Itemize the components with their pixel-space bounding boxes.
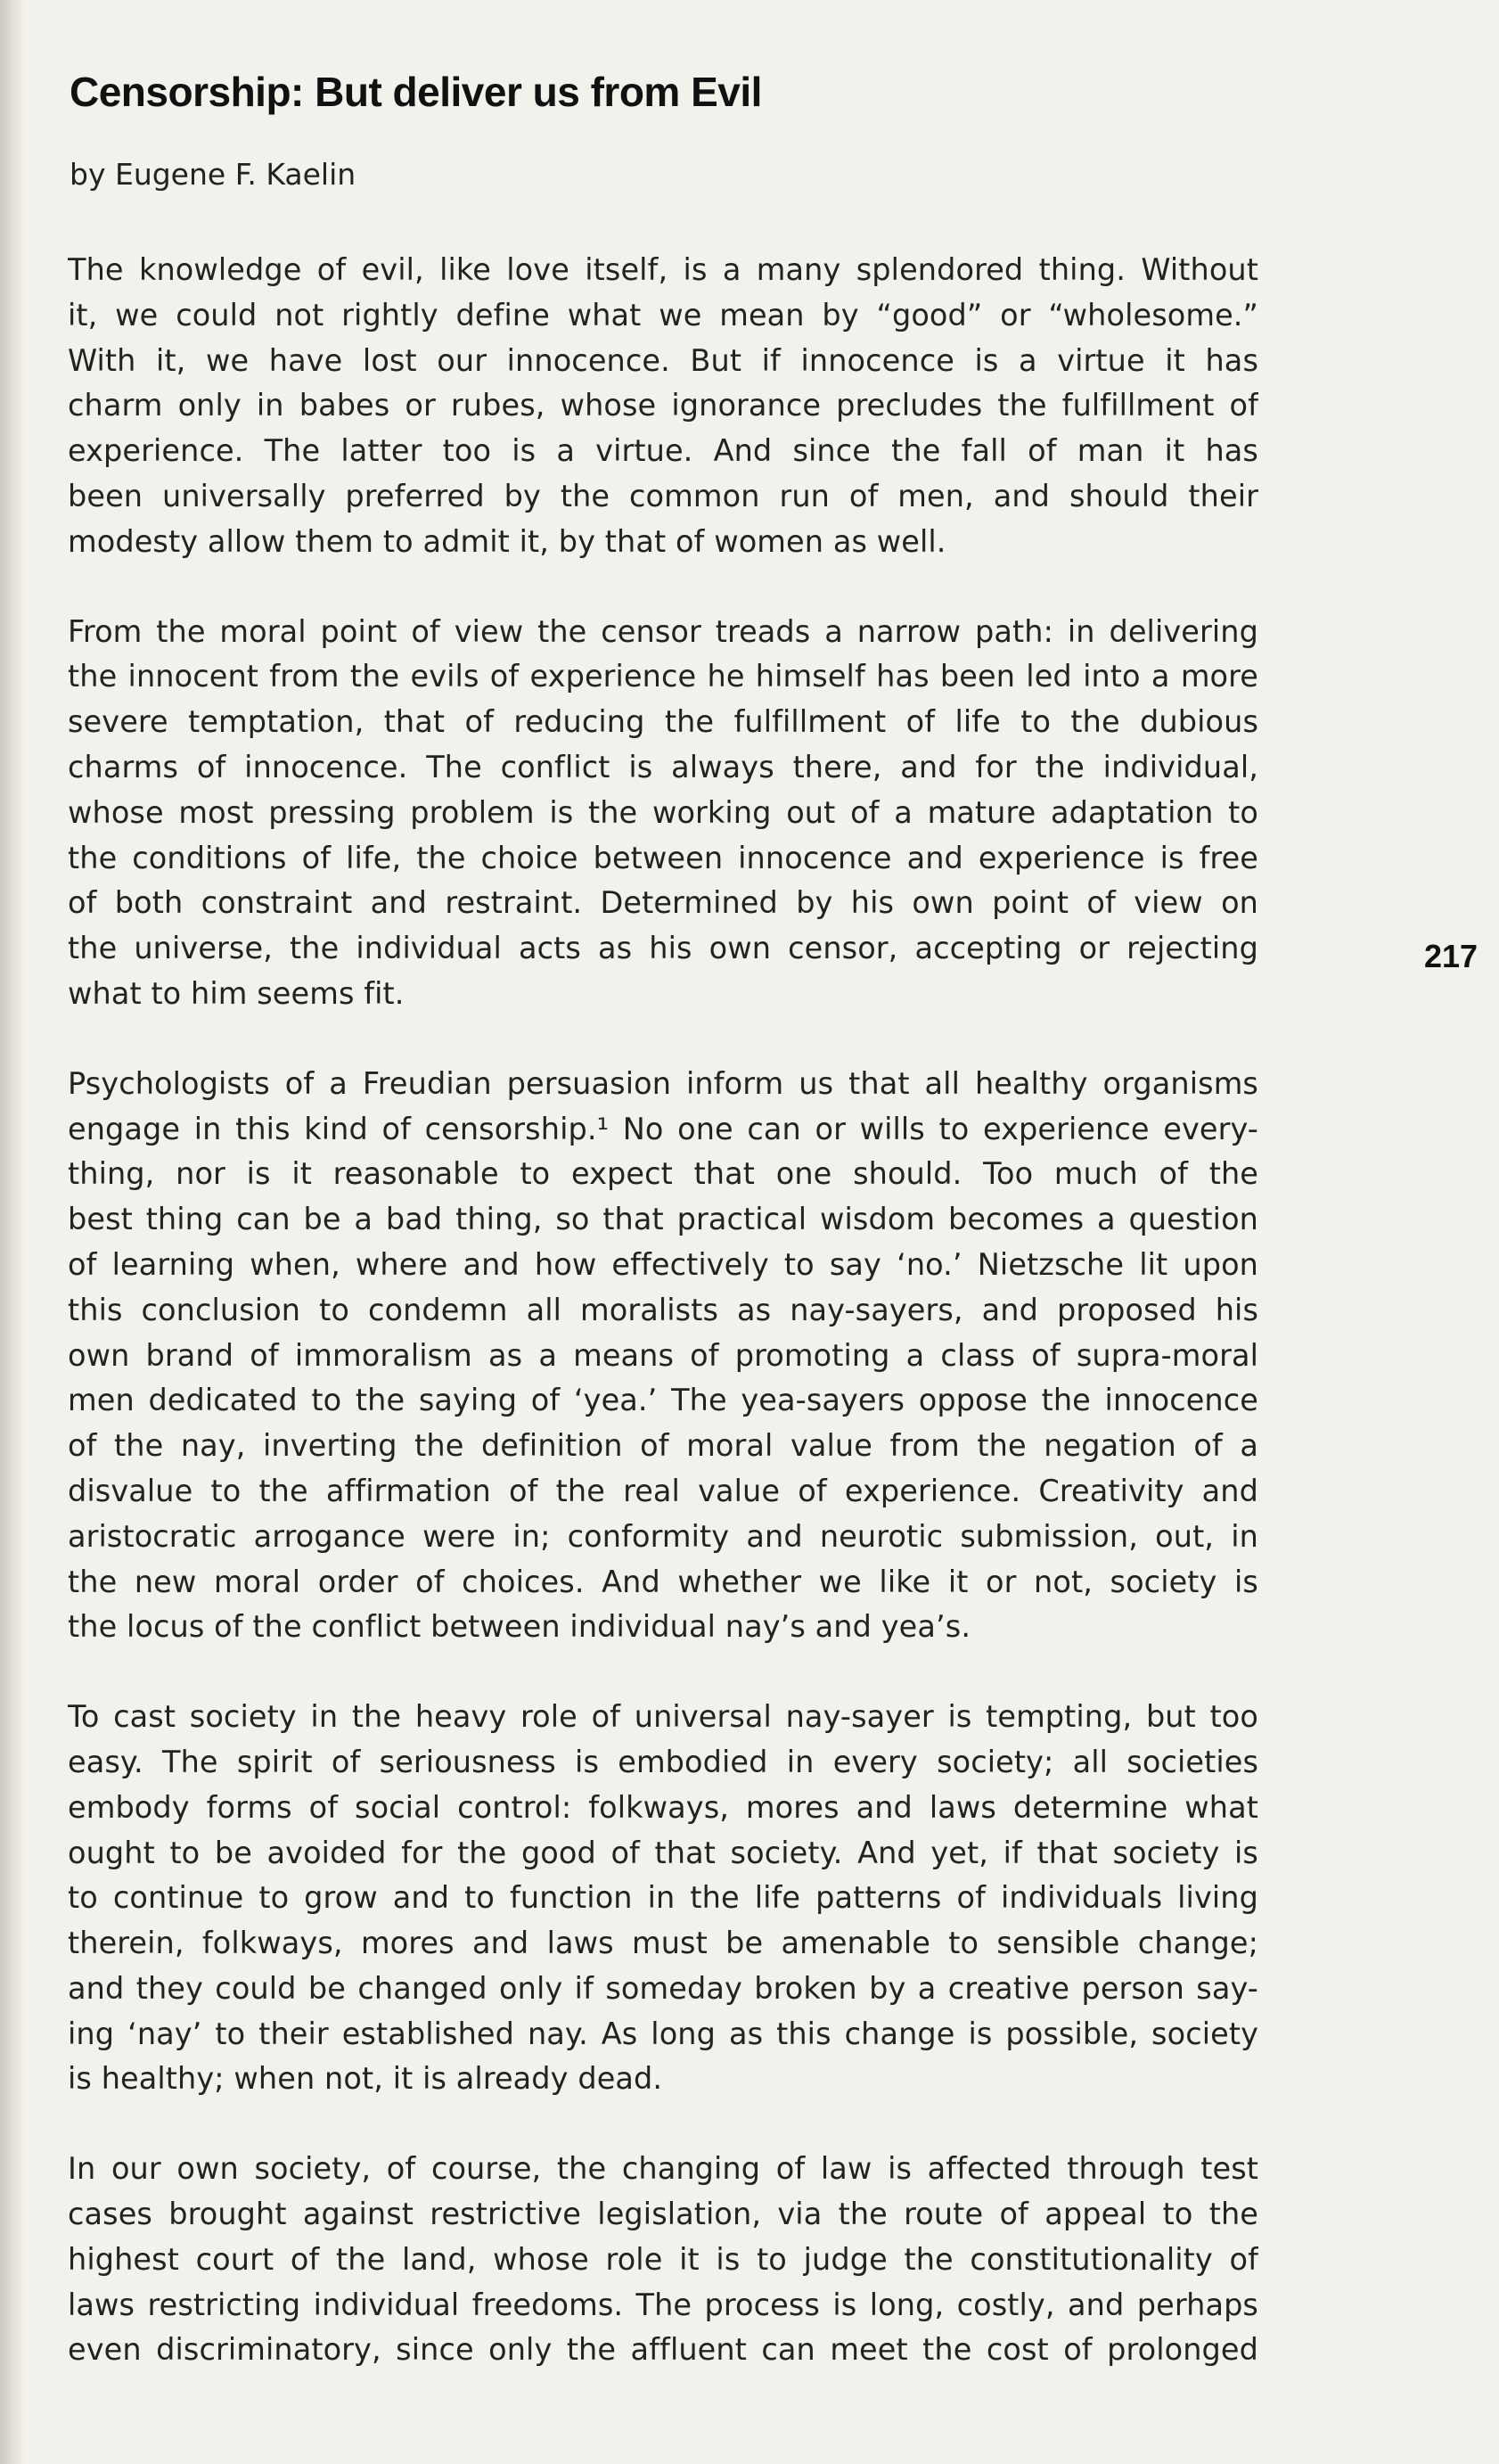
text-line: own brand of immoralism as a means of promoting a class of supra-moral (68, 1337, 1258, 1373)
page-gutter-shadow (0, 0, 25, 2464)
text-line: and they could be changed only if someday broken by a creative person say- (68, 1970, 1258, 2006)
text-line: even discriminatory, since only the affluent can meet the cost of prolonged (68, 2332, 1258, 2368)
text-line: The knowledge of evil, like love itself, is a many splendored thing. Without (68, 252, 1258, 287)
text-line: highest court of the land, whose role it is to judge the constitutionality of (68, 2241, 1258, 2277)
text-line: engage in this kind of censorship.¹ No one can or wills to experience every- (68, 1111, 1258, 1146)
text-line: charm only in babes or rubes, whose ignorance precludes the fulfillment of (68, 388, 1258, 423)
text-line: To cast society in the heavy role of universal nay-sayer is tempting, but too (68, 1699, 1258, 1735)
article-body (68, 248, 1258, 2418)
text-line: severe temptation, that of reducing the fulfillment of life to the dubious (68, 704, 1258, 740)
text-line: easy. The spirit of seriousness is embodied in every society; all societies (68, 1744, 1258, 1779)
paragraph-5 (68, 2147, 1258, 2373)
text-line: thing, nor is it reasonable to expect that one should. Too much of the (68, 1156, 1258, 1192)
text-line: the universe, the individual acts as his own censor, accepting or rejecting (68, 931, 1258, 966)
text-line: to continue to grow and to function in the life patterns of individuals living (68, 1880, 1258, 1916)
text-line: laws restricting individual freedoms. The process is long, costly, and perhaps (68, 2287, 1258, 2322)
text-line: this conclusion to condemn all moralists as nay-sayers, and proposed his (68, 1292, 1258, 1327)
text-line: of both constraint and restraint. Determined by his own point of view on (68, 885, 1258, 921)
page-number: 217 (1424, 938, 1479, 974)
text-line: modesty allow them to admit it, by that of women as well. (68, 523, 946, 559)
text-line: the conditions of life, the choice between innocence and experience is free (68, 840, 1258, 875)
text-line: what to him seems fit. (68, 975, 405, 1011)
text-line: aristocratic arrogance were in; conformity and neurotic submission, out, in (68, 1518, 1258, 1554)
text-line: of learning when, where and how effectively to say ‘no.’ Nietzsche lit upon (68, 1246, 1258, 1282)
text-line: experience. The latter too is a virtue. And since the fall of man it has (68, 433, 1258, 469)
paragraph-2 (68, 610, 1258, 1017)
text-line: it, we could not rightly define what we mean by “good” or “wholesome.” (68, 297, 1258, 333)
text-line: therein, folkways, mores and laws must be amenable to sensible change; (68, 1926, 1258, 1961)
text-line: embody forms of social control: folkways, mores and laws determine what (68, 1789, 1258, 1825)
text-line: the innocent from the evils of experience he himself has been led into a more (68, 659, 1258, 694)
text-line: ing ‘nay’ to their established nay. As long as this change is possible, society (68, 2016, 1258, 2051)
text-line: In our own society, of course, the changing of law is affected through test (68, 2151, 1258, 2187)
text-line: is healthy; when not, it is already dead. (68, 2061, 663, 2097)
text-line: best thing can be a bad thing, so that practical wisdom becomes a question (68, 1202, 1258, 1237)
paragraph-4 (68, 1695, 1258, 2102)
paragraph-3 (68, 1062, 1258, 1650)
article-title: Censorship: But deliver us from Evil (70, 69, 762, 115)
text-line: ought to be avoided for the good of that society. And yet, if that society is (68, 1835, 1258, 1870)
text-line: the new moral order of choices. And whether we like it or not, society is (68, 1564, 1258, 1599)
text-line: charms of innocence. The conflict is always there, and for the individual, (68, 749, 1258, 784)
text-line: men dedicated to the saying of ‘yea.’ The yea-sayers oppose the innocence (68, 1383, 1258, 1418)
text-line: With it, we have lost our innocence. But if innocence is a virtue it has (68, 342, 1258, 378)
text-line: of the nay, inverting the definition of moral value from the negation of a (68, 1428, 1258, 1464)
text-line: Psychologists of a Freudian persuasion inform us that all healthy organisms (68, 1065, 1258, 1101)
text-line: been universally preferred by the common run of men, and should their (68, 478, 1258, 513)
paragraph-1 (68, 248, 1258, 565)
text-line: whose most pressing problem is the working out of a mature adaptation to (68, 794, 1258, 830)
text-line: the locus of the conflict between individual nay’s and yea’s. (68, 1609, 971, 1645)
text-line: From the moral point of view the censor treads a narrow path: in delivering (68, 613, 1258, 649)
text-line: cases brought against restrictive legislation, via the route of appeal to the (68, 2197, 1258, 2232)
article-byline: by Eugene F. Kaelin (70, 157, 356, 192)
text-line: disvalue to the affirmation of the real value of experience. Creativity and (68, 1473, 1258, 1508)
